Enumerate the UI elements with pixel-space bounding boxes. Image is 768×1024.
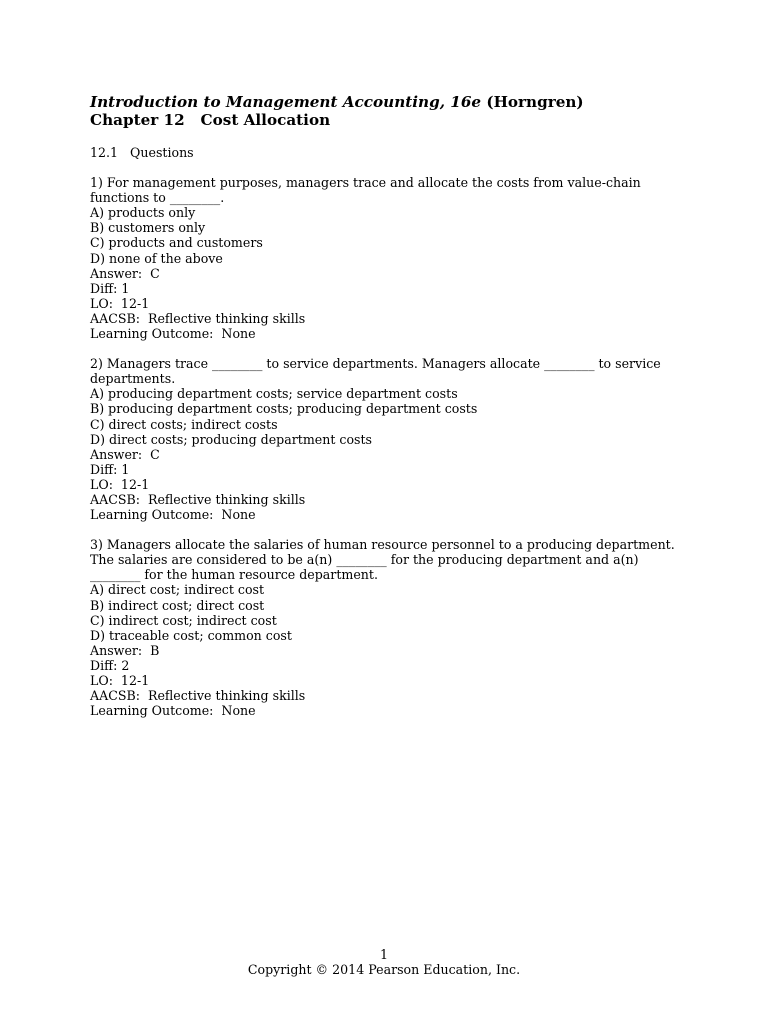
difficulty: Diff: 1 [90,461,130,477]
answer-option: A) products only [90,205,196,221]
aacsb-tag: AACSB: Reflective thinking skills [90,688,306,704]
answer-option: C) products and customers [90,235,263,251]
answer-option: C) direct costs; indirect costs [90,416,278,432]
answer-option: D) none of the above [90,250,223,266]
answer-option: A) producing department costs; service department costs [90,386,458,402]
question-block [90,537,690,718]
learning-objective: LO: 12-1 [90,295,150,311]
answer-option: D) traceable cost; common cost [90,627,292,643]
document-body [90,93,690,718]
difficulty: Diff: 1 [90,280,130,296]
answer-key: Answer: B [90,642,160,658]
question-stem-line: departments. [90,371,176,387]
answer-option: C) indirect cost; indirect cost [90,612,277,628]
question-stem-line: 1) For management purposes, managers trace and allocate the costs from value-chain [90,175,641,191]
question-stem-line: The salaries are considered to be a(n) ________ for the producing department and a(n) [90,552,639,568]
question-block [90,356,690,522]
answer-option: B) indirect cost; direct cost [90,597,265,613]
chapter-title: Chapter 12 Cost Allocation [90,111,331,129]
answer-option: B) customers only [90,220,206,236]
question-stem-line: functions to ________. [90,190,225,206]
learning-objective: LO: 12-1 [90,476,150,492]
answer-option: D) direct costs; producing department costs [90,431,373,447]
question-block [90,175,690,341]
page-number: 1 [379,947,388,962]
question-list [90,175,690,718]
book-title: Introduction to Management Accounting, 16e [90,93,482,111]
answer-option: B) producing department costs; producing department costs [90,401,478,417]
question-stem-line: 2) Managers trace ________ to service departments. Managers allocate ________ to service [90,356,661,372]
difficulty: Diff: 2 [90,657,130,673]
book-author: (Horngren) [486,93,584,111]
book-title-line [90,93,690,111]
answer-option: A) direct cost; indirect cost [90,582,265,598]
learning-outcome: Learning Outcome: None [90,703,256,719]
copyright-notice: Copyright © 2014 Pearson Education, Inc. [247,962,521,977]
answer-key: Answer: C [90,446,160,462]
question-stem-line: 3) Managers allocate the salaries of human resource personnel to a producing department. [90,537,675,553]
learning-outcome: Learning Outcome: None [90,507,256,523]
learning-objective: LO: 12-1 [90,673,150,688]
learning-outcome: Learning Outcome: None [90,326,256,342]
question-stem-line: ________ for the human resource department. [90,567,378,583]
aacsb-tag: AACSB: Reflective thinking skills [90,491,306,507]
aacsb-tag: AACSB: Reflective thinking skills [90,310,306,326]
answer-key: Answer: C [90,265,160,281]
section-heading: 12.1 Questions [90,145,194,160]
